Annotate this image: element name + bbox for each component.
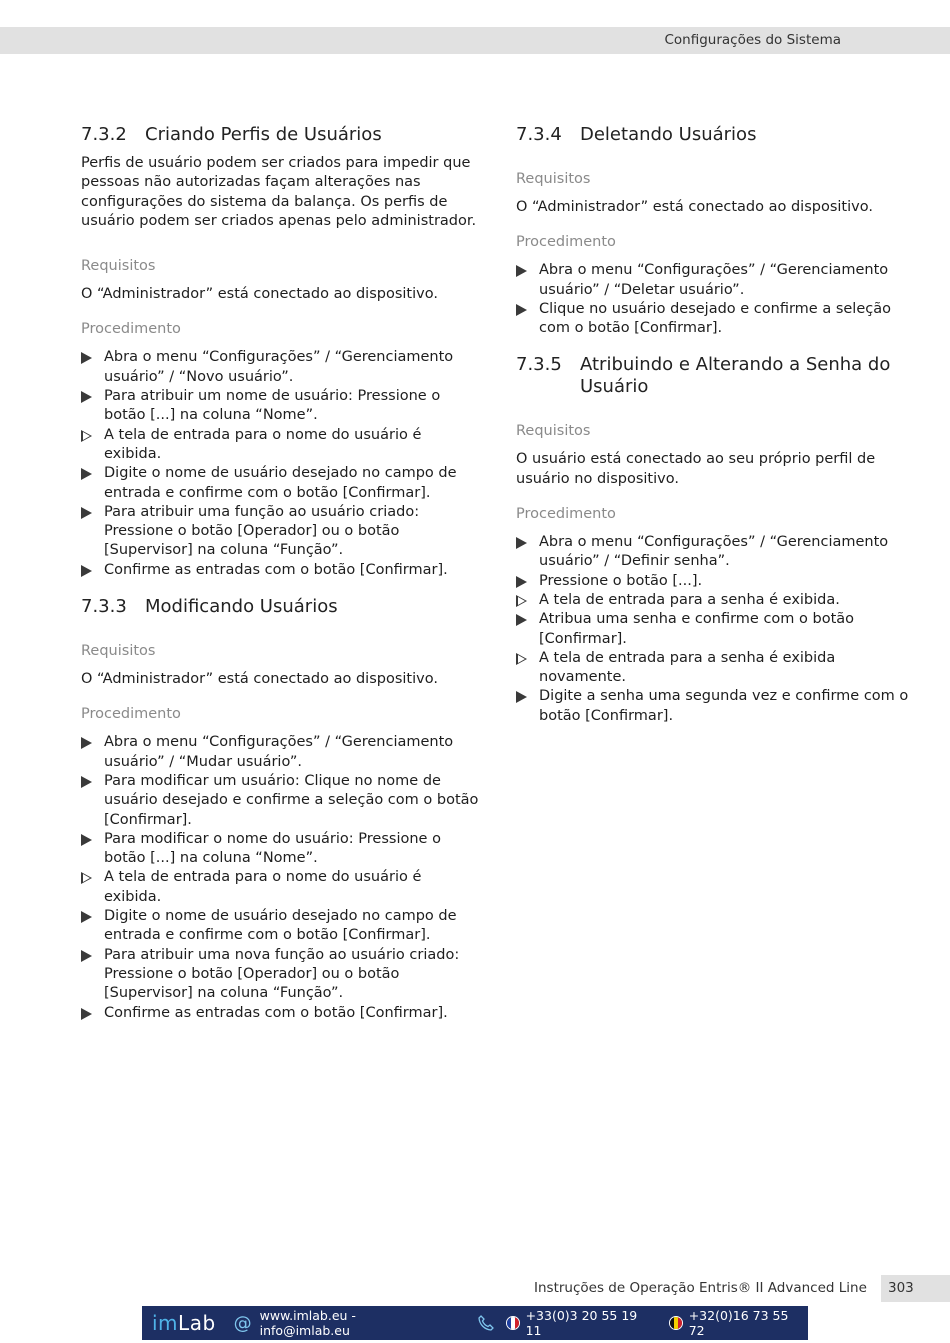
section-heading [81, 596, 481, 618]
step-item: Para atribuir uma nova função ao usuário criado: Pressione o botão [Operador] ou o botão [Supervisor] na coluna “Função”. [81, 946, 481, 1004]
action-arrow-icon [81, 1008, 92, 1020]
procedure-label: Procedimento [516, 506, 616, 523]
action-arrow-icon [81, 565, 92, 577]
phone-belgium[interactable]: +32(0)16 73 55 72 [688, 1308, 789, 1338]
action-arrow-icon [516, 691, 527, 703]
step-item: Atribua uma senha e confirme com o botão [Confirmar]. [516, 610, 916, 649]
action-arrow-icon [516, 304, 527, 316]
action-arrow-icon [81, 737, 92, 749]
running-header-title: Configurações do Sistema [664, 32, 841, 48]
action-arrow-icon [516, 265, 527, 277]
footer-manual-title: Instruções de Operação Entris® II Advanced Line [534, 1280, 867, 1296]
section-title: Criando Perfis de Usuários [145, 124, 382, 145]
phone-france[interactable]: +33(0)3 20 55 19 11 [525, 1308, 638, 1338]
imlab-logo: imLab [152, 1311, 216, 1335]
step-item: Confirme as entradas com o botão [Confirmar]. [81, 1004, 481, 1023]
result-item: A tela de entrada para o nome do usuário é exibida. [81, 426, 481, 465]
france-flag-icon [506, 1316, 520, 1330]
action-arrow-icon [81, 391, 92, 403]
step-item: Confirme as entradas com o botão [Confirmar]. [81, 561, 481, 580]
requirements-label: Requisitos [81, 643, 156, 660]
imlab-banner [142, 1306, 808, 1340]
action-arrow-icon [516, 576, 527, 588]
action-arrow-icon [81, 507, 92, 519]
section-number: 7.3.5 [516, 354, 562, 376]
procedure-steps [516, 533, 916, 726]
step-item: Digite a senha uma segunda vez e confirme com o botão [Confirmar]. [516, 687, 916, 726]
result-arrow-icon [81, 872, 92, 884]
requirements-label: Requisitos [516, 423, 591, 440]
action-arrow-icon [81, 776, 92, 788]
step-item: Abra o menu “Configurações” / “Gerenciamento usuário” / “Definir senha”. [516, 533, 916, 572]
section-7-3-4 [516, 124, 916, 338]
section-number: 7.3.2 [81, 124, 127, 145]
requirements-label: Requisitos [81, 258, 156, 275]
step-item: Para modificar um usuário: Clique no nome de usuário desejado e confirme a seleção com o botão [Confirmar]. [81, 772, 481, 830]
section-7-3-3 [81, 596, 481, 1023]
step-item: Pressione o botão [...]. [516, 572, 916, 591]
requirements-label: Requisitos [516, 171, 591, 187]
section-title: Atribuindo e Alterando a Senha do Usuário [580, 354, 891, 398]
running-header [0, 27, 950, 54]
step-item: Abra o menu “Configurações” / “Gerenciamento usuário” / “Mudar usuário”. [81, 733, 481, 772]
contact-web-email[interactable]: www.imlab.eu - info@imlab.eu [259, 1308, 356, 1338]
action-arrow-icon [516, 537, 527, 549]
requirements-text: O usuário está conectado ao seu próprio perfil de usuário no dispositivo. [516, 451, 876, 487]
step-item: Digite o nome de usuário desejado no campo de entrada e confirme com o botão [Confirmar]. [81, 907, 481, 946]
result-arrow-icon [516, 653, 527, 665]
section-7-3-5 [516, 354, 916, 726]
action-arrow-icon [81, 834, 92, 846]
action-arrow-icon [81, 911, 92, 923]
requirements-text: O “Administrador” está conectado ao dispositivo. [516, 199, 873, 215]
step-item: Para atribuir um nome de usuário: Pressione o botão [...] na coluna “Nome”. [81, 387, 481, 426]
section-title: Deletando Usuários [580, 124, 757, 145]
procedure-steps [81, 733, 481, 1022]
requirements-text: O “Administrador” está conectado ao dispositivo. [81, 286, 438, 303]
section-number: 7.3.3 [81, 596, 127, 618]
section-title: Modificando Usuários [145, 596, 338, 618]
result-arrow-icon [516, 595, 527, 607]
page-number: 303 [888, 1280, 914, 1296]
section-intro: Perfis de usuário podem ser criados para impedir que pessoas não autorizadas façam alterações nas configurações do sistema da balança. Os perfis de usuário podem ser criados apenas pelo administrador. [81, 155, 477, 229]
result-item: A tela de entrada para o nome do usuário é exibida. [81, 868, 481, 907]
procedure-label: Procedimento [81, 706, 181, 723]
section-heading [81, 124, 481, 146]
action-arrow-icon [81, 352, 92, 364]
action-arrow-icon [516, 614, 527, 626]
result-item: A tela de entrada para a senha é exibida. [516, 591, 916, 610]
step-item: Abra o menu “Configurações” / “Gerenciamento usuário” / “Novo usuário”. [81, 348, 481, 387]
step-item: Para modificar o nome do usuário: Pressione o botão [...] na coluna “Nome”. [81, 830, 481, 869]
result-arrow-icon [81, 430, 92, 442]
action-arrow-icon [81, 468, 92, 480]
left-column [81, 124, 481, 1039]
step-item: Digite o nome de usuário desejado no campo de entrada e confirme com o botão [Confirmar]. [81, 464, 481, 503]
step-item: Para atribuir uma função ao usuário criado: Pressione o botão [Operador] ou o botão [Supervisor] na coluna “Função”. [81, 503, 481, 561]
procedure-label: Procedimento [516, 234, 616, 251]
action-arrow-icon [81, 950, 92, 962]
step-item: Clique no usuário desejado e confirme a seleção com o botão [Confirmar]. [516, 300, 916, 339]
section-number: 7.3.4 [516, 124, 562, 145]
procedure-steps [81, 348, 481, 580]
procedure-label: Procedimento [81, 321, 181, 338]
belgium-flag-icon [669, 1316, 683, 1330]
result-item: A tela de entrada para a senha é exibida novamente. [516, 649, 916, 688]
phone-icon [478, 1315, 494, 1331]
section-7-3-2 [81, 124, 481, 580]
right-column [516, 124, 916, 742]
at-icon: @ [233, 1312, 252, 1334]
procedure-steps [516, 261, 916, 338]
step-item: Abra o menu “Configurações” / “Gerenciamento usuário” / “Deletar usuário”. [516, 261, 916, 300]
page-number-box [881, 1275, 950, 1302]
section-heading [516, 124, 916, 146]
section-heading [516, 354, 916, 398]
requirements-text: O “Administrador” está conectado ao dispositivo. [81, 671, 438, 688]
